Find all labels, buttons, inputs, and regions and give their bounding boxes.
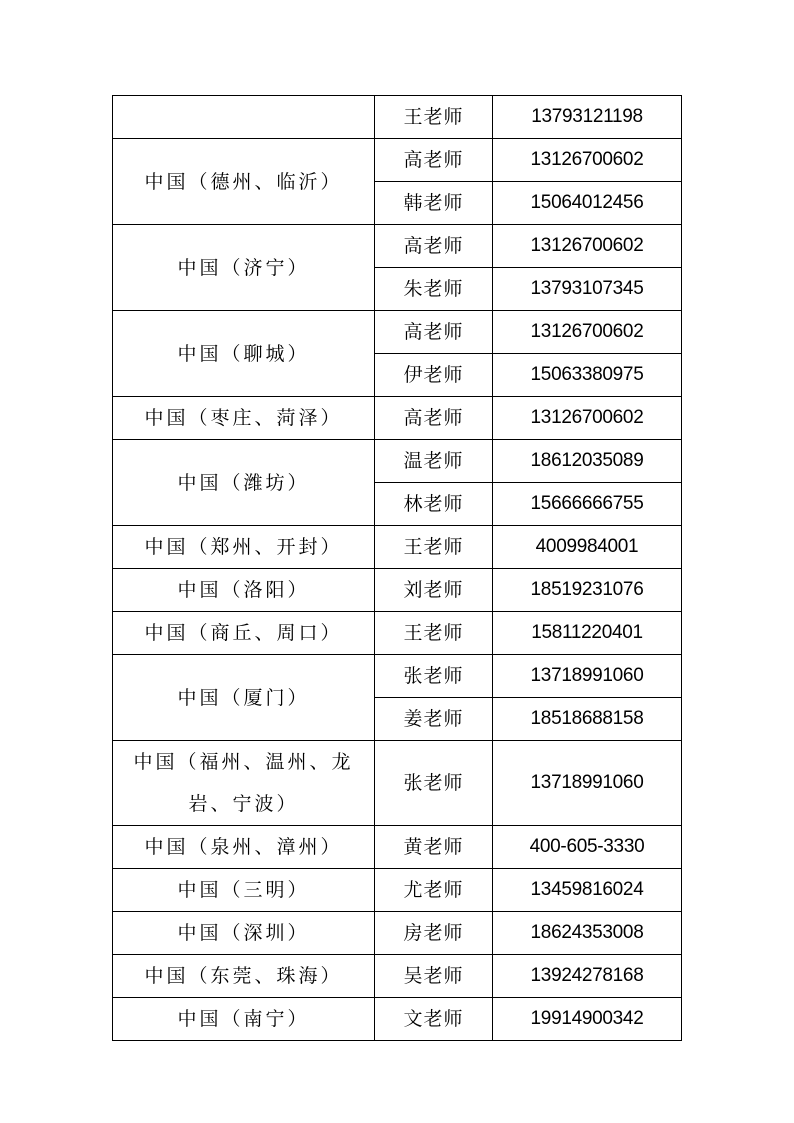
phone-cell: 15063380975	[493, 354, 682, 397]
table-row	[113, 869, 682, 912]
phone-cell: 13126700602	[493, 139, 682, 182]
teacher-cell: 黄老师	[375, 826, 493, 869]
phone-cell: 13793121198	[493, 96, 682, 139]
teacher-cell: 高老师	[375, 397, 493, 440]
region-cell: 中国（郑州、开封）	[113, 526, 375, 569]
region-cell: 中国（南宁）	[113, 998, 375, 1041]
table-row	[113, 225, 682, 268]
teacher-cell: 伊老师	[375, 354, 493, 397]
table-row	[113, 912, 682, 955]
region-cell: 中国（厦门）	[113, 655, 375, 741]
phone-cell: 13924278168	[493, 955, 682, 998]
contact-table-body	[113, 96, 682, 1041]
phone-cell: 13126700602	[493, 397, 682, 440]
region-cell: 中国（聊城）	[113, 311, 375, 397]
table-row	[113, 741, 682, 826]
region-cell: 中国（商丘、周口）	[113, 612, 375, 655]
teacher-cell: 张老师	[375, 655, 493, 698]
phone-cell: 18612035089	[493, 440, 682, 483]
table-row	[113, 96, 682, 139]
region-cell: 中国（洛阳）	[113, 569, 375, 612]
table-row	[113, 397, 682, 440]
region-cell: 中国（东莞、珠海）	[113, 955, 375, 998]
table-row	[113, 311, 682, 354]
phone-cell: 13126700602	[493, 225, 682, 268]
region-cell: 中国（福州、温州、龙岩、宁波）	[113, 741, 375, 826]
table-row	[113, 955, 682, 998]
region-cell	[113, 96, 375, 139]
teacher-cell: 吴老师	[375, 955, 493, 998]
table-row	[113, 139, 682, 182]
table-row	[113, 612, 682, 655]
phone-cell: 13126700602	[493, 311, 682, 354]
phone-cell: 13718991060	[493, 741, 682, 826]
region-cell: 中国（泉州、漳州）	[113, 826, 375, 869]
phone-cell: 13718991060	[493, 655, 682, 698]
phone-cell: 15811220401	[493, 612, 682, 655]
table-row	[113, 440, 682, 483]
phone-cell: 13793107345	[493, 268, 682, 311]
teacher-cell: 高老师	[375, 139, 493, 182]
teacher-cell: 高老师	[375, 225, 493, 268]
phone-cell: 15666666755	[493, 483, 682, 526]
phone-cell: 19914900342	[493, 998, 682, 1041]
phone-cell: 18519231076	[493, 569, 682, 612]
teacher-cell: 王老师	[375, 96, 493, 139]
table-row	[113, 655, 682, 698]
teacher-cell: 高老师	[375, 311, 493, 354]
phone-cell: 4009984001	[493, 526, 682, 569]
teacher-cell: 王老师	[375, 612, 493, 655]
phone-cell: 13459816024	[493, 869, 682, 912]
teacher-cell: 朱老师	[375, 268, 493, 311]
teacher-cell: 尤老师	[375, 869, 493, 912]
teacher-cell: 温老师	[375, 440, 493, 483]
region-cell: 中国（三明）	[113, 869, 375, 912]
teacher-cell: 姜老师	[375, 698, 493, 741]
teacher-cell: 文老师	[375, 998, 493, 1041]
region-cell: 中国（德州、临沂）	[113, 139, 375, 225]
table-row	[113, 998, 682, 1041]
teacher-cell: 刘老师	[375, 569, 493, 612]
phone-cell: 15064012456	[493, 182, 682, 225]
table-row	[113, 526, 682, 569]
phone-cell: 400-605-3330	[493, 826, 682, 869]
teacher-cell: 韩老师	[375, 182, 493, 225]
phone-cell: 18518688158	[493, 698, 682, 741]
teacher-cell: 房老师	[375, 912, 493, 955]
region-cell: 中国（潍坊）	[113, 440, 375, 526]
contact-table	[112, 95, 682, 1041]
teacher-cell: 林老师	[375, 483, 493, 526]
region-cell: 中国（深圳）	[113, 912, 375, 955]
region-cell: 中国（枣庄、菏泽）	[113, 397, 375, 440]
phone-cell: 18624353008	[493, 912, 682, 955]
table-row	[113, 826, 682, 869]
teacher-cell: 张老师	[375, 741, 493, 826]
teacher-cell: 王老师	[375, 526, 493, 569]
region-cell: 中国（济宁）	[113, 225, 375, 311]
table-row	[113, 569, 682, 612]
